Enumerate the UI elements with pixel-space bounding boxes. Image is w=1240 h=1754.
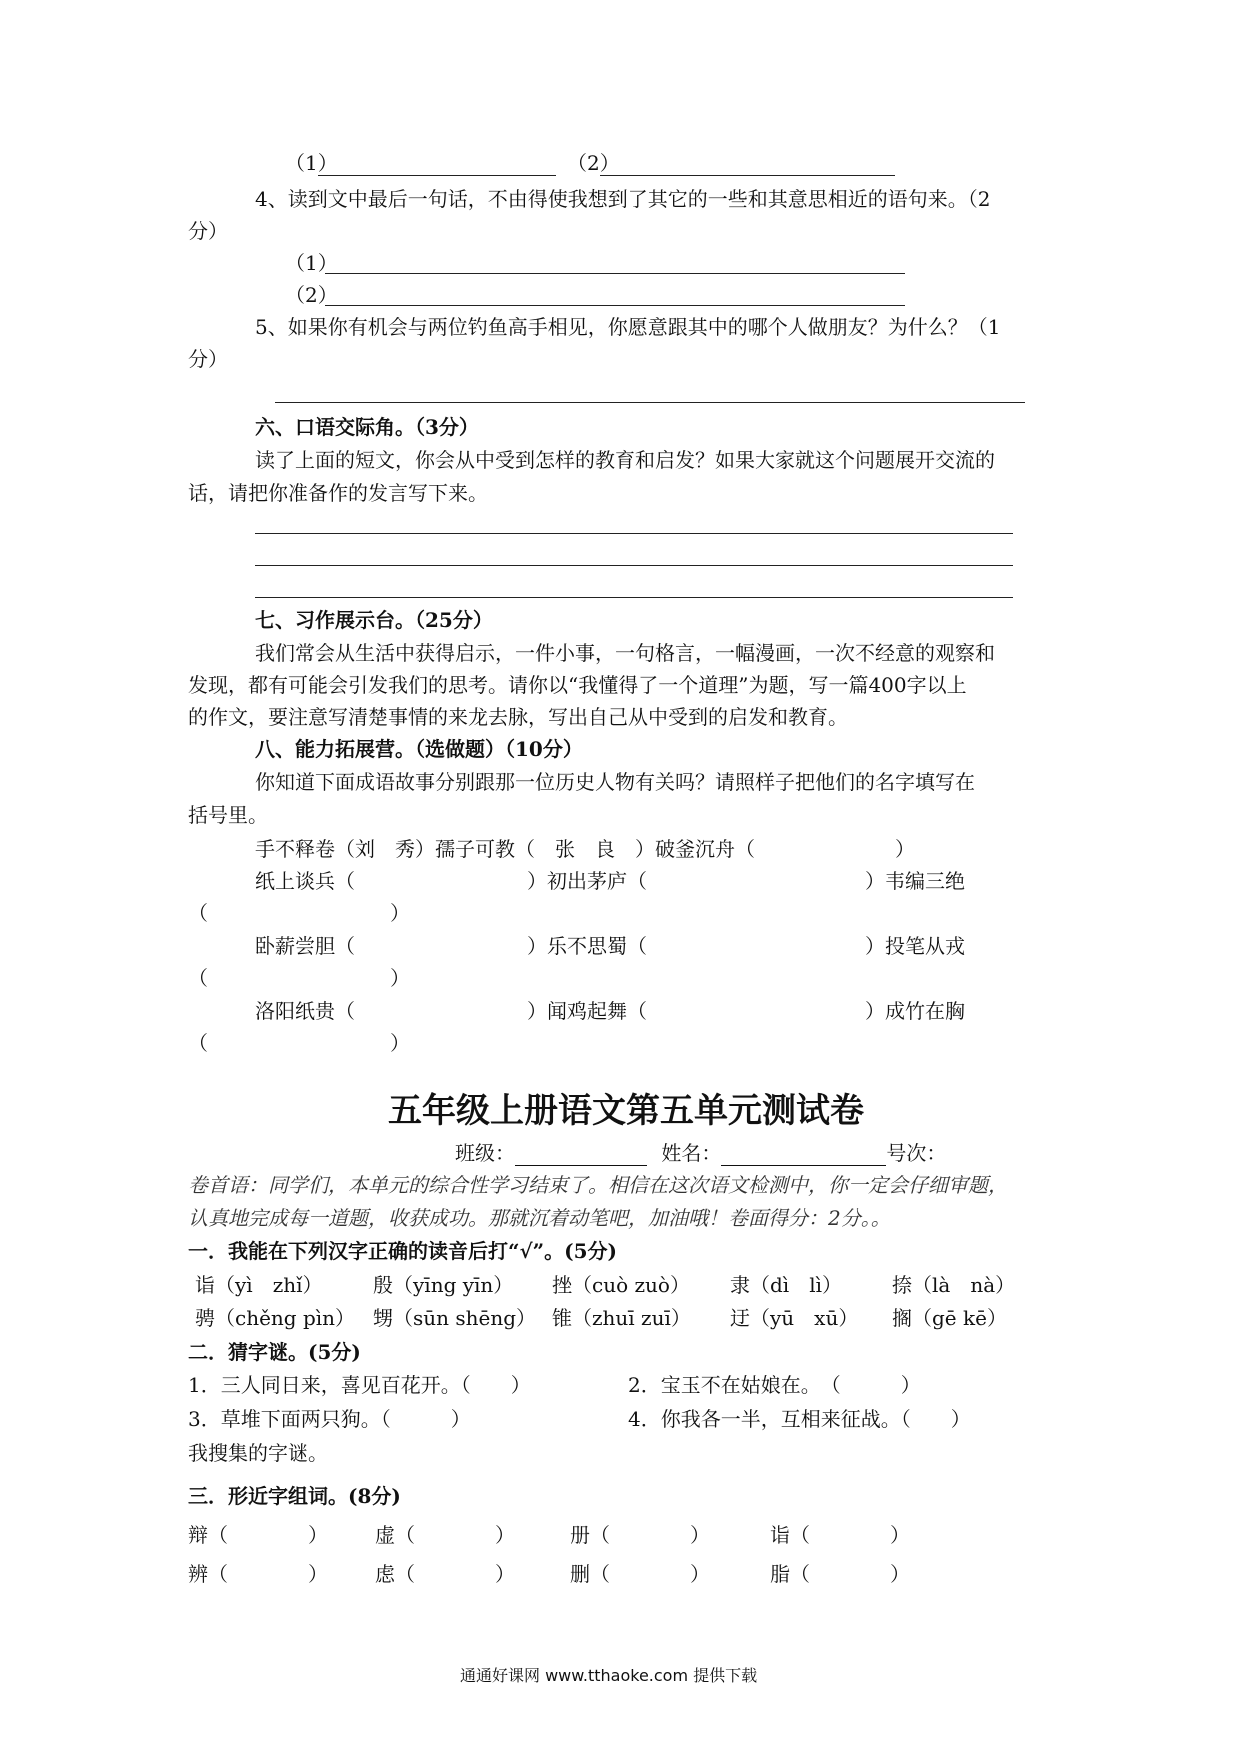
pinyin-item-3[interactable]: 挫（cuò zuò） (552, 1273, 690, 1297)
q4-blank-1[interactable] (325, 273, 905, 274)
section-7-line-3: 的作文，要注意写清楚事情的来龙去脉，写出自己从中受到的启发和教育。 (188, 705, 848, 729)
exam-title: 五年级上册语文第五单元测试卷 (388, 1091, 864, 1131)
section-7-line-2: 发现，都有可能会引发我们的思考。请你以“我懂得了一个道理”为题，写一篇400字以上 (188, 673, 967, 697)
answer-blank-2[interactable] (600, 175, 895, 176)
q3-answer-line (285, 150, 338, 176)
idiom-row-4b: ）闻鸡起舞（ (527, 999, 647, 1023)
idiom-row-3c: ）投笔从戎 (865, 934, 965, 958)
idiom-row-2a: 纸上谈兵（ (255, 869, 355, 893)
idiom-row-3a: 卧薪尝胆（ (255, 934, 355, 958)
idiom-row-2-wrap-open: （ (188, 901, 208, 925)
pinyin-item-2[interactable]: 殷（yīng yīn） (373, 1273, 514, 1297)
name-label: 姓名： (661, 1141, 722, 1165)
name-field[interactable] (721, 1143, 886, 1166)
pinyin-item-8[interactable]: 锥（zhuī zuī） (552, 1306, 691, 1330)
word-item-4[interactable]: 诣（ ） (770, 1523, 910, 1547)
class-label: 班级： (455, 1141, 515, 1165)
idiom-row-3b: ）乐不思蜀（ (527, 934, 647, 958)
answer-label-2-wrap (567, 150, 620, 176)
word-item-7[interactable]: 删（ ） (570, 1562, 710, 1586)
idiom-row-1: 手不释卷（刘 秀）孺子可教（ 张 良 ）破釜沉舟（ ） (255, 837, 915, 861)
word-item-1[interactable]: 辩（ ） (188, 1523, 328, 1547)
riddle-4[interactable]: 4．你我各一半，互相来征战。（ ） (628, 1407, 971, 1431)
idiom-row-3-wrap-open: （ (188, 966, 208, 990)
footer-credit: 通通好课网 www.tthaoke.com 提供下载 (460, 1666, 758, 1685)
section-7-line-1: 我们常会从生活中获得启示，一件小事，一句格言，一幅漫画，一次不经意的观察和 (255, 641, 995, 665)
question-5-cont: 分） (188, 347, 228, 371)
section-7-heading: 七、习作展示台。（25分） (255, 608, 493, 632)
q4-blank-2[interactable] (325, 305, 905, 306)
word-item-5[interactable]: 辨（ ） (188, 1562, 328, 1586)
riddle-1[interactable]: 1．三人同日来，喜见百花开。（ ） (188, 1373, 531, 1397)
pinyin-item-1[interactable]: 诣（yì zhǐ） (195, 1273, 323, 1297)
idiom-row-2c: ）韦编三绝 (865, 869, 965, 893)
section-6-line-1: 读了上面的短文，你会从中受到怎样的教育和启发？如果大家就这个问题展开交流的 (255, 448, 995, 472)
exam-info-line (455, 1140, 946, 1166)
word-item-8[interactable]: 脂（ ） (770, 1562, 910, 1586)
pinyin-item-9[interactable]: 迂（yū xū） (730, 1306, 859, 1330)
preface-line-1: 卷首语：同学们，本单元的综合性学习结束了。相信在这次语文检测中，你一定会仔细审题， (188, 1173, 1008, 1197)
s6-writing-line-2[interactable] (255, 565, 1013, 566)
preface-line-2: 认真地完成每一道题，收获成功。那就沉着动笔吧，加油哦！卷面得分：2分。。 (188, 1206, 891, 1230)
q4-label-1: （1） (285, 251, 338, 275)
pinyin-item-6[interactable]: 骋（chěng pìn） (195, 1306, 356, 1330)
idiom-row-2b: ）初出茅庐（ (527, 869, 647, 893)
s6-writing-line-3[interactable] (255, 597, 1013, 598)
idiom-row-4-wrap-close: ） (390, 1031, 410, 1055)
q4-label-2: （2） (285, 283, 338, 307)
section-8-heading: 八、能力拓展营。（选做题）（10分） (255, 737, 583, 761)
riddle-3[interactable]: 3．草堆下面两只狗。（ ） (188, 1407, 471, 1431)
answer-label-2: （2） (567, 151, 620, 175)
riddle-collect: 我搜集的字谜。 (188, 1441, 328, 1465)
pinyin-item-7[interactable]: 甥（sūn shēng） (373, 1306, 537, 1330)
question-4-cont: 分） (188, 219, 228, 243)
idiom-row-3-wrap-close: ） (390, 966, 410, 990)
pinyin-item-10[interactable]: 搁（gē kē） (892, 1306, 1007, 1330)
q1-heading: 一．我能在下列汉字正确的读音后打“√”。(5分) (188, 1239, 617, 1263)
word-item-2[interactable]: 虚（ ） (375, 1523, 515, 1547)
number-label: 号次： (886, 1141, 947, 1165)
section-6-heading: 六、口语交际角。（3分） (255, 415, 479, 439)
class-field[interactable] (515, 1143, 647, 1166)
word-item-6[interactable]: 虑（ ） (375, 1562, 515, 1586)
pinyin-item-4[interactable]: 隶（dì lì） (730, 1273, 842, 1297)
idiom-row-4-wrap-open: （ (188, 1031, 208, 1055)
q2-heading: 二．猜字谜。(5分) (188, 1340, 361, 1364)
question-5: 5、如果你有机会与两位钓鱼高手相见，你愿意跟其中的哪个人做朋友？为什么？（1 (255, 315, 1001, 339)
s6-writing-line-1[interactable] (255, 533, 1013, 534)
q5-blank[interactable] (275, 402, 1025, 403)
pinyin-item-5[interactable]: 捺（là nà） (892, 1273, 1016, 1297)
word-item-3[interactable]: 册（ ） (570, 1523, 710, 1547)
answer-label-1: （1） (285, 151, 338, 175)
idiom-row-2-wrap-close: ） (390, 901, 410, 925)
q3-heading: 三．形近字组词。(8分) (188, 1484, 401, 1508)
section-6-line-2: 话，请把你准备作的发言写下来。 (188, 481, 488, 505)
question-4: 4、读到文中最后一句话，不由得使我想到了其它的一些和其意思相近的语句来。（2 (255, 187, 991, 211)
idiom-row-4a: 洛阳纸贵（ (255, 999, 355, 1023)
section-8-line-2: 括号里。 (188, 803, 268, 827)
riddle-2[interactable]: 2．宝玉不在姑娘在。 （ ） (628, 1373, 921, 1397)
answer-blank-1[interactable] (318, 175, 556, 176)
idiom-row-4c: ）成竹在胸 (865, 999, 965, 1023)
section-8-line-1: 你知道下面成语故事分别跟那一位历史人物有关吗？请照样子把他们的名字填写在 (255, 770, 975, 794)
